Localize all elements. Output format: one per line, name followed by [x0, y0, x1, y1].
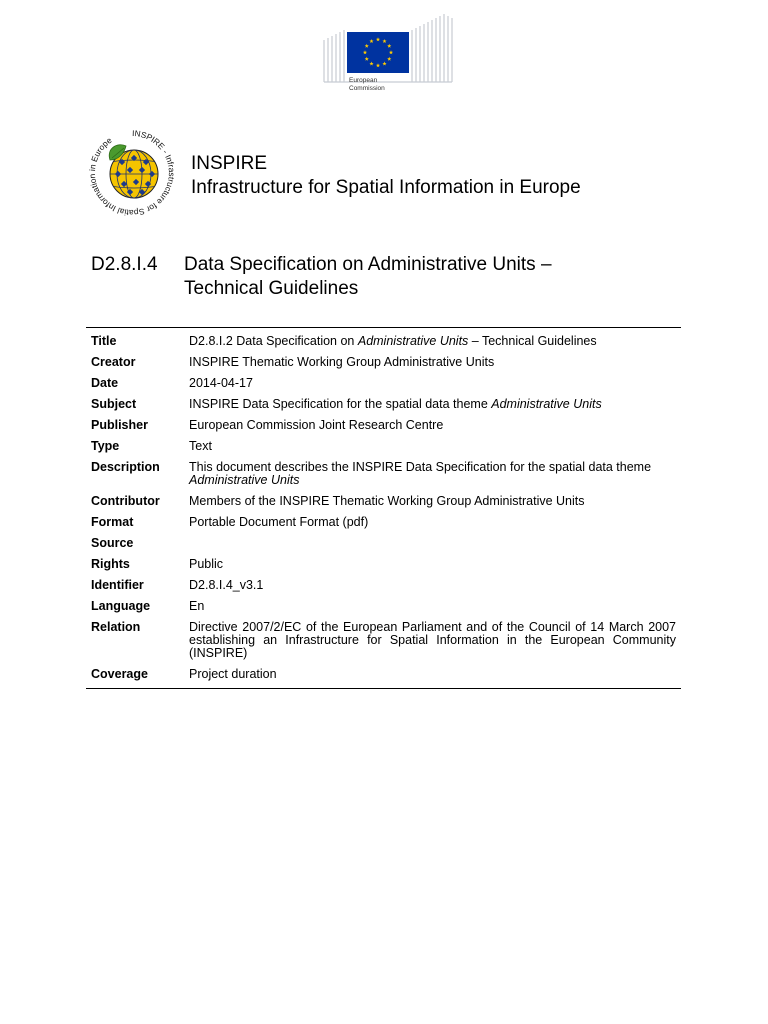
language-label: Language [91, 599, 151, 613]
table-row [86, 457, 681, 491]
description-value: This document describes the INSPIRE Data Specification for the spatial data theme Administrative Units [189, 460, 652, 487]
creator-label: Creator [91, 355, 136, 369]
identifier-label: Identifier [91, 578, 144, 592]
table-row [86, 352, 681, 373]
rights-label: Rights [91, 557, 130, 571]
relation-value: Directive 2007/2/EC of the European Parliament and of the Council of 14 March 2007 establishing an Infrastructure for Spatial Information in the European Community (INSPIRE) [189, 620, 676, 660]
type-label: Type [91, 439, 120, 453]
title-label: Title [91, 334, 117, 348]
table-row [86, 664, 681, 689]
document-title-line1: Data Specification on Administrative Units – [184, 254, 552, 275]
relation-label: Relation [91, 620, 141, 634]
table-row [86, 491, 681, 512]
table-row [86, 512, 681, 533]
table-row [86, 436, 681, 457]
inspire-ring-text: INSPIRE - Infrastructure for Spatial Information in Europe [86, 128, 177, 218]
date-value: 2014-04-17 [189, 376, 253, 390]
european-commission-logo [322, 12, 454, 98]
format-value: Portable Document Format (pdf) [189, 515, 369, 529]
table-row [86, 373, 681, 394]
title-value: D2.8.I.2 Data Specification on Administrative Units – Technical Guidelines [189, 334, 597, 348]
subject-value: INSPIRE Data Specification for the spatial data theme Administrative Units [189, 397, 602, 411]
ec-logo-line2: Commission [349, 85, 385, 92]
contributor-label: Contributor [91, 494, 160, 508]
source-value [189, 533, 681, 554]
table-row [86, 415, 681, 436]
contributor-value: Members of the INSPIRE Thematic Working Group Administrative Units [189, 494, 585, 508]
document-number: D2.8.I.4 [91, 254, 158, 275]
rights-value: Public [189, 557, 224, 571]
inspire-name: INSPIRE [191, 153, 268, 174]
description-label: Description [91, 460, 160, 474]
ec-logo-line1: European [349, 77, 378, 84]
format-label: Format [91, 515, 134, 529]
coverage-label: Coverage [91, 667, 148, 681]
table-row [86, 554, 681, 575]
coverage-value: Project duration [189, 667, 277, 681]
date-label: Date [91, 376, 119, 390]
identifier-value: D2.8.I.4_v3.1 [189, 578, 264, 592]
document-title-line2: Technical Guidelines [184, 278, 359, 299]
table-row [86, 617, 681, 664]
table-row [86, 575, 681, 596]
publisher-label: Publisher [91, 418, 148, 432]
language-value: En [189, 599, 205, 613]
inspire-logo [86, 128, 178, 218]
table-row [86, 596, 681, 617]
subject-label: Subject [91, 397, 137, 411]
publisher-value: European Commission Joint Research Centre [189, 418, 444, 432]
table-row [86, 533, 681, 554]
inspire-header [191, 152, 581, 200]
document-title-text [184, 253, 664, 301]
creator-value: INSPIRE Thematic Working Group Administrative Units [189, 355, 495, 369]
type-value: Text [189, 439, 212, 453]
inspire-subtitle: Infrastructure for Spatial Information in Europe [191, 177, 581, 198]
metadata-table [86, 327, 681, 689]
source-label: Source [91, 536, 134, 550]
table-row [86, 328, 681, 353]
table-row [86, 394, 681, 415]
